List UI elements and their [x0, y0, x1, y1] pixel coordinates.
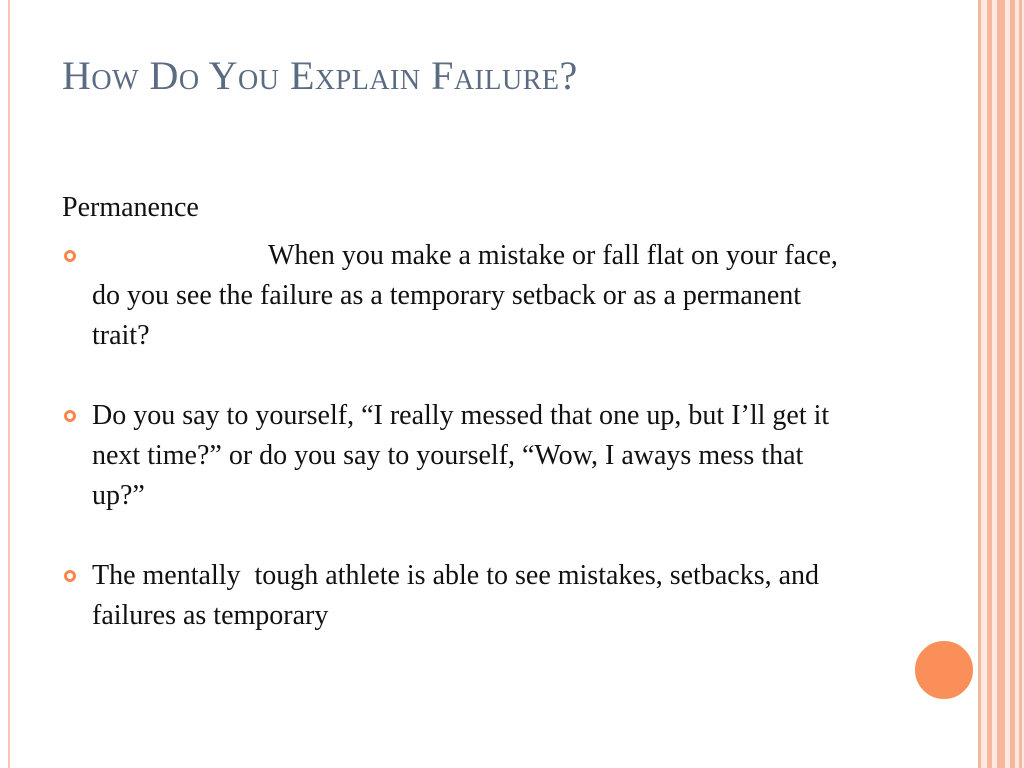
- bullet-text: Do you say to yourself, “I really messed that one up, but I’ll get it next time?” or do you say to yourself, “Wow, I aways mess that up?”: [92, 400, 830, 511]
- accent-circle-icon: [913, 639, 975, 701]
- slide-title: How Do You Explain Failure?: [62, 53, 578, 98]
- left-border-rule: [8, 0, 10, 768]
- decorative-stripe: [1019, 0, 1022, 768]
- bullet-list: [62, 236, 862, 636]
- list-item: [62, 556, 862, 636]
- list-item: [62, 236, 862, 356]
- bullet-circle-icon: [64, 570, 76, 582]
- decorative-stripe: [997, 0, 1005, 768]
- decorative-stripe: [1010, 0, 1015, 768]
- section-heading: Permanence: [62, 192, 199, 223]
- bullet-circle-icon: [64, 410, 76, 422]
- bullet-text: The mentally tough athlete is able to see mistakes, setbacks, and failures as temporary: [92, 560, 827, 631]
- decorative-stripe: [978, 0, 981, 768]
- bullet-text: When you make a mistake or fall flat on your face, do you see the failure as a temporary setback or as a permanent trait?: [92, 240, 838, 351]
- decorative-stripe: [987, 0, 992, 768]
- slide-body: [62, 188, 862, 676]
- bullet-circle-icon: [64, 250, 76, 262]
- list-item: [62, 396, 862, 516]
